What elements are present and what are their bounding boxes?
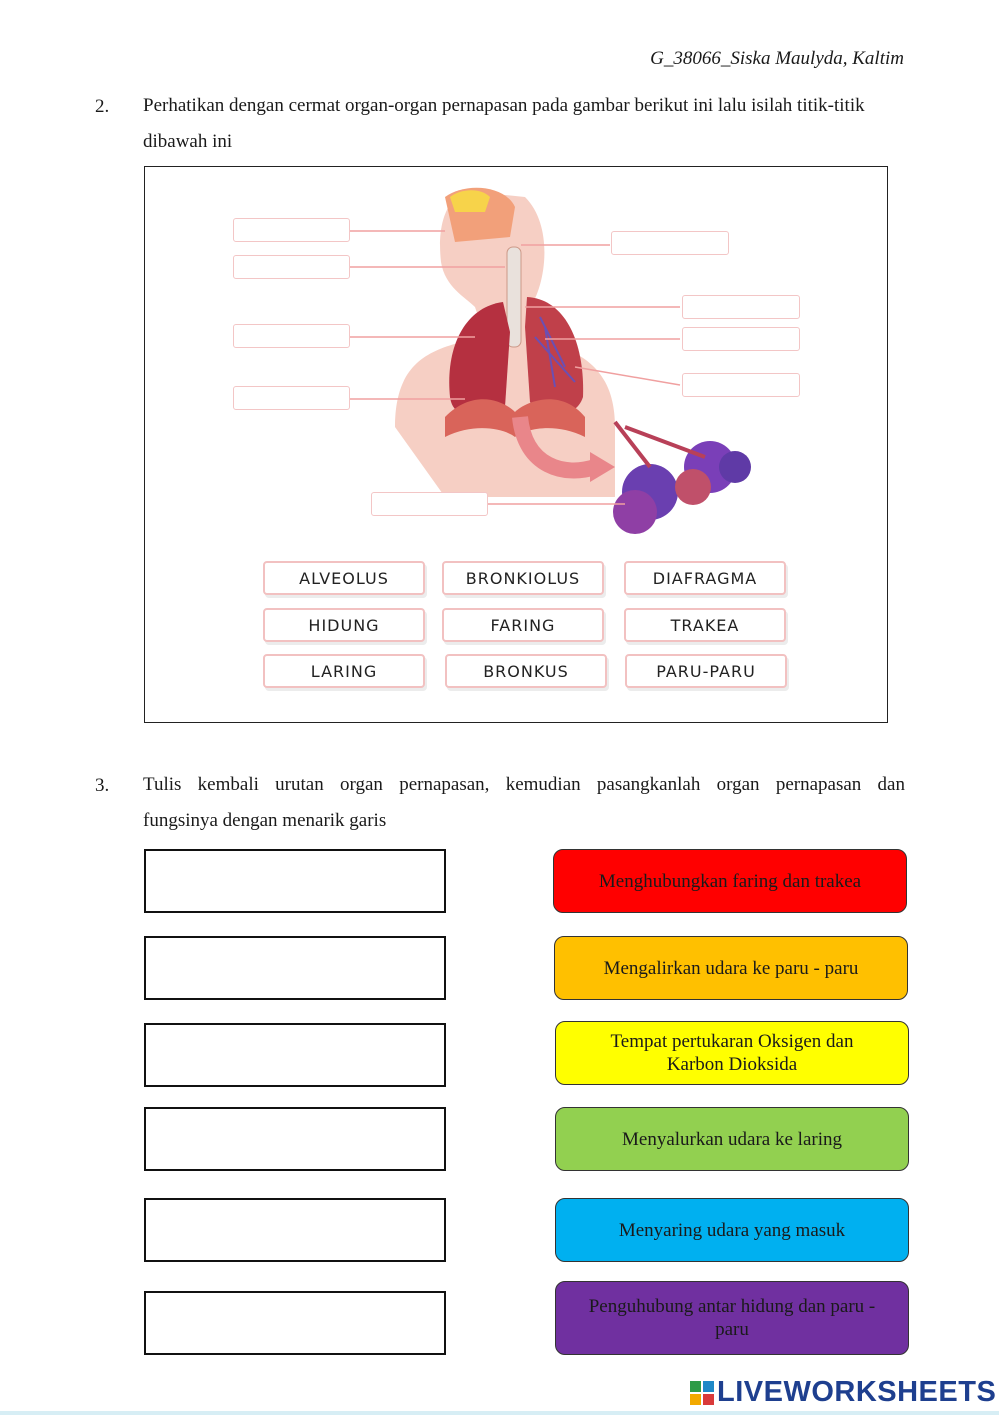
label-blank-9[interactable] bbox=[371, 492, 488, 516]
function-text-4: Menyalurkan udara ke laring bbox=[622, 1128, 842, 1150]
question-3-line-2: fungsinya dengan menarik garis bbox=[143, 810, 387, 831]
sinus bbox=[450, 190, 490, 212]
alveoli-cluster bbox=[613, 422, 751, 534]
word-laring: LARING bbox=[263, 654, 425, 688]
word-diafragma: DIAFRAGMA bbox=[624, 561, 786, 595]
function-box-2[interactable] bbox=[554, 936, 908, 1000]
answer-box-3[interactable] bbox=[144, 1023, 446, 1087]
label-blank-6[interactable] bbox=[682, 295, 800, 319]
function-box-5[interactable] bbox=[555, 1198, 909, 1262]
question-2-line-2: dibawah ini bbox=[143, 131, 233, 152]
author-credit: G_38066_Siska Maulyda, Kaltim bbox=[650, 48, 904, 69]
function-text-2: Mengalirkan udara ke paru - paru bbox=[603, 957, 859, 979]
function-text-6b: paru bbox=[715, 1319, 749, 1340]
function-box-4[interactable] bbox=[555, 1107, 909, 1171]
liveworksheets-brand-text: LIVEWORKSHEETS bbox=[717, 1376, 997, 1408]
question-3-text bbox=[143, 767, 905, 839]
label-blank-4[interactable] bbox=[233, 386, 350, 410]
word-bronkus: BRONKUS bbox=[445, 654, 607, 688]
footer-strip bbox=[0, 1411, 999, 1415]
label-blank-8[interactable] bbox=[682, 373, 800, 397]
respiratory-diagram-figure bbox=[144, 166, 888, 723]
function-text-3: Tempat pertukaran Oksigen dan bbox=[610, 1031, 854, 1052]
word-bronkiolus: BRONKIOLUS bbox=[442, 561, 604, 595]
function-text-6: Penguhubung antar hidung dan paru - bbox=[588, 1296, 876, 1317]
word-faring: FARING bbox=[442, 608, 604, 642]
word-hidung: HIDUNG bbox=[263, 608, 425, 642]
word-trakea: TRAKEA bbox=[624, 608, 786, 642]
function-box-6[interactable] bbox=[555, 1281, 909, 1355]
label-blank-2[interactable] bbox=[233, 255, 350, 279]
label-blank-7[interactable] bbox=[682, 327, 800, 351]
left-lung bbox=[525, 297, 583, 415]
function-box-1[interactable] bbox=[553, 849, 907, 913]
question-2-line-1: Perhatikan dengan cermat organ-organ pernapasan pada gambar berikut ini lalu isilah titik-titik bbox=[143, 95, 865, 116]
liveworksheets-logo-icon bbox=[690, 1381, 714, 1405]
question-2-text bbox=[143, 88, 905, 160]
word-alveolus: ALVEOLUS bbox=[263, 561, 425, 595]
label-blank-1[interactable] bbox=[233, 218, 350, 242]
word-paru-paru: PARU-PARU bbox=[625, 654, 787, 688]
answer-box-2[interactable] bbox=[144, 936, 446, 1000]
answer-box-4[interactable] bbox=[144, 1107, 446, 1171]
label-blank-3[interactable] bbox=[233, 324, 350, 348]
question-2-number: 2. bbox=[95, 96, 110, 117]
answer-box-6[interactable] bbox=[144, 1291, 446, 1355]
question-3-line-1: Tulis kembali urutan organ pernapasan, kemudian pasangkanlah organ pernapasan dan bbox=[143, 774, 905, 795]
function-text-1: Menghubungkan faring dan trakea bbox=[598, 870, 862, 892]
function-box-3[interactable] bbox=[555, 1021, 909, 1085]
answer-box-5[interactable] bbox=[144, 1198, 446, 1262]
liveworksheets-logo bbox=[690, 1376, 996, 1409]
label-blank-5[interactable] bbox=[611, 231, 729, 255]
function-text-3b: Karbon Dioksida bbox=[666, 1054, 798, 1075]
answer-box-1[interactable] bbox=[144, 849, 446, 913]
function-text-5: Menyaring udara yang masuk bbox=[618, 1219, 846, 1241]
question-3-number: 3. bbox=[95, 775, 110, 796]
